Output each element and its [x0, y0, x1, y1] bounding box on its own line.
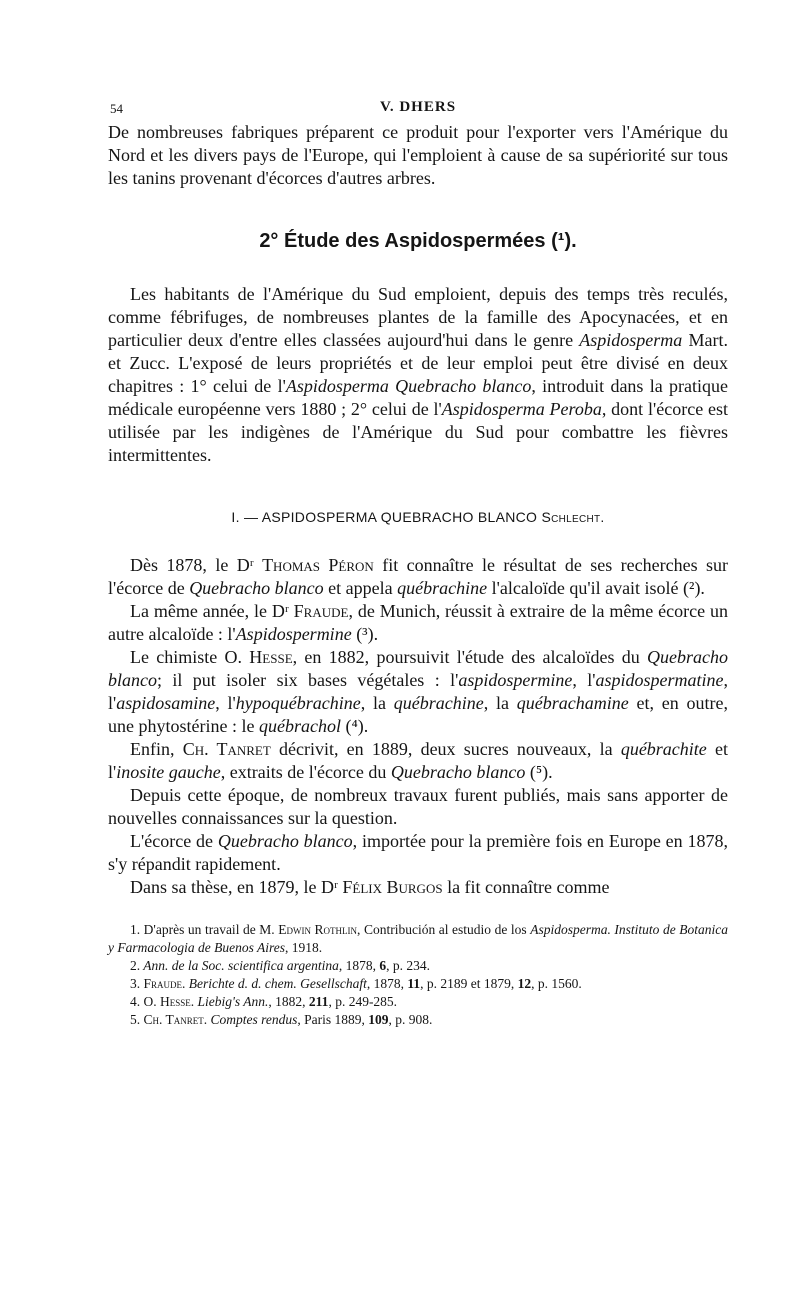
- author-name: Félix Burgos: [342, 877, 443, 897]
- author-name: Hesse: [249, 647, 293, 667]
- paragraph-2: [108, 554, 728, 600]
- footnote-number: 4.: [130, 994, 141, 1009]
- volume-number: 12: [517, 976, 532, 991]
- text-run: , p. 249-285.: [328, 994, 398, 1009]
- text-run: Dès 1878, le Dʳ: [130, 555, 263, 575]
- text-run: , extraits de l'écorce du: [220, 762, 391, 782]
- text-run: , de Munich, réussit à extraire de la même écorce un autre alcaloïde : l': [108, 601, 728, 644]
- italic-run: Aspidosperma Peroba: [441, 399, 602, 419]
- page-number: 54: [110, 101, 123, 116]
- text-run: (⁵).: [525, 762, 553, 782]
- paragraph-3: [108, 600, 728, 646]
- italic-run: Aspidosperma Quebracho blanco: [285, 376, 532, 396]
- text-run: , 1918.: [284, 940, 323, 955]
- italic-run: Quebracho blanco: [390, 762, 526, 782]
- volume-number: 109: [368, 1012, 389, 1027]
- text-run: D'après un travail de M.: [140, 922, 279, 937]
- italic-run: aspidospermine: [458, 670, 573, 690]
- volume-number: 6: [379, 958, 387, 973]
- text-run: Mart. et Zucc. L'exposé de leurs propriétés et de leur emploi peut être divisé en deux chapitres : 1° celui de l': [108, 330, 728, 396]
- author-name: Edwin Rothlin: [278, 922, 358, 937]
- italic-run: Ann. de la Soc. scientifica argentina: [140, 958, 339, 973]
- text-run: , 1882,: [268, 994, 309, 1009]
- author-name: Ch. Tanret.: [140, 1012, 208, 1027]
- text-run: fit connaître le résultat de ses recherches sur l'écorce de: [108, 555, 728, 598]
- paragraph-5: [108, 738, 728, 784]
- italic-run: québrachite: [620, 739, 707, 759]
- text-run: , la: [360, 693, 394, 713]
- italic-run: Quebracho blanco: [108, 647, 728, 690]
- footnote-2: [108, 957, 728, 975]
- section-title-note: (¹).: [551, 230, 577, 252]
- text-run: , l': [108, 670, 728, 713]
- text-run: , p. 908.: [388, 1012, 433, 1027]
- text-run: ; il put isoler six bases végétales : l': [157, 670, 459, 690]
- footnote-number: 3.: [130, 976, 141, 991]
- text-run: , l': [572, 670, 596, 690]
- subsection-author: Schlecht.: [541, 509, 605, 525]
- paragraph-6: Depuis cette époque, de nombreux travaux furent publiés, mais sans apporter de nouvelles connaissances sur la question.: [108, 785, 728, 828]
- paragraph-8: [108, 876, 728, 899]
- text-run: , 1878,: [338, 958, 380, 973]
- italic-run: aspidospermatine: [595, 670, 724, 690]
- author-name: Thomas Péron: [262, 555, 374, 575]
- author-name: Ch. Tanret: [182, 739, 271, 759]
- intro-paragraph: De nombreuses fabriques préparent ce produit pour l'exporter vers l'Amérique du Nord et les divers pays de l'Europe, qui l'emploient à cause de sa supériorité sur tous les tanins provenant d'écorces d'autres arbres.: [108, 122, 728, 188]
- italic-run: Aspidospermine: [235, 624, 352, 644]
- italic-run: Comptes rendus: [207, 1012, 298, 1027]
- text-run: , l': [215, 693, 236, 713]
- italic-run: aspidosamine: [116, 693, 216, 713]
- running-head: V. DHERS: [379, 99, 457, 115]
- author-name: Fraude.: [140, 976, 186, 991]
- paragraph-7: [108, 830, 728, 876]
- italic-run: Aspidosperma. Instituto de Botanica y Farmacologia de Buenos Aires: [108, 922, 729, 955]
- text-run: , p. 234.: [386, 958, 430, 973]
- footnote-number: 2.: [130, 958, 141, 973]
- section-title: 2° Étude des Aspidospermées: [259, 230, 546, 252]
- paragraph-1: [108, 283, 728, 467]
- subsection-heading: [108, 509, 728, 525]
- paragraph-4: [108, 646, 728, 738]
- text-run: (⁴).: [340, 716, 369, 736]
- text-run: , dont l'écorce est utilisée par les indigènes de l'Amérique du Sud pour combattre les fièvres intermittentes.: [108, 399, 728, 465]
- footnote-number: 5.: [130, 1012, 141, 1027]
- italic-run: québrachamine: [516, 693, 629, 713]
- text-run: Enfin,: [130, 739, 183, 759]
- text-run: , Contribución al estudio de los: [357, 922, 531, 937]
- footnote-3: [108, 975, 728, 993]
- text-run: et appela: [323, 578, 398, 598]
- footnote-4: [108, 993, 728, 1011]
- text-run: O.: [140, 994, 160, 1009]
- text-run: , Paris 1889,: [297, 1012, 369, 1027]
- subsection-title: I. — ASPIDOSPERMA QUEBRACHO BLANCO: [231, 509, 538, 525]
- volume-number: 211: [308, 994, 329, 1009]
- text-run: Les habitants de l'Amérique du Sud emploient, depuis des temps très reculés, comme fébrifuges, de nombreuses plantes de la famille des Apocynacées, et en particulier deux d'entre elles classées aujourd'hui dans le genre: [108, 284, 728, 350]
- section-heading: [108, 230, 728, 253]
- text-run: , en 1882, poursuivit l'étude des alcaloïdes du: [292, 647, 647, 667]
- text-run: , introduit dans la pratique médicale européenne vers 1880 ; 2° celui de l': [108, 376, 728, 419]
- text-run: , 1878,: [366, 976, 408, 991]
- text-run: l'alcaloïde qu'il avait isolé (²).: [487, 578, 705, 598]
- text-run: La même année, le Dʳ: [130, 601, 294, 621]
- italic-run: québrachine: [397, 578, 488, 598]
- text-run: (³).: [351, 624, 379, 644]
- volume-number: 11: [407, 976, 421, 991]
- text-run: , la: [483, 693, 517, 713]
- text-run: Dans sa thèse, en 1879, le Dʳ: [130, 877, 343, 897]
- author-name: Hesse.: [160, 994, 195, 1009]
- author-name: Fraude: [293, 601, 349, 621]
- italic-run: Quebracho blanco: [189, 578, 324, 598]
- text-run: L'écorce de: [130, 831, 218, 851]
- text-run: et l': [108, 739, 728, 782]
- footnote-number: 1.: [130, 922, 141, 937]
- italic-run: inosite gauche: [116, 762, 221, 782]
- text-run: la fit connaître comme: [442, 877, 610, 897]
- italic-run: québrachine: [393, 693, 484, 713]
- italic-run: Quebracho blanco: [217, 831, 353, 851]
- text-run: , p. 1560.: [531, 976, 582, 991]
- italic-run: Liebig's Ann.: [194, 994, 269, 1009]
- italic-run: Berichte d. d. chem. Gesellschaft: [185, 976, 367, 991]
- footnote-1: [108, 921, 728, 957]
- page-header: [108, 95, 728, 121]
- text-run: et, en outre, une phytostérine : le: [108, 693, 728, 736]
- text-run: , p. 2189 et 1879,: [420, 976, 518, 991]
- italic-run: hypoquébrachine: [235, 693, 361, 713]
- italic-run: Aspidosperma: [579, 330, 683, 350]
- italic-run: québrachol: [258, 716, 341, 736]
- text-run: décrivit, en 1889, deux sucres nouveaux, la: [270, 739, 621, 759]
- footnotes: [108, 921, 728, 1029]
- text-run: , importée pour la première fois en Europe en 1878, s'y répandit rapidement.: [108, 831, 728, 874]
- book-page: [108, 95, 728, 1029]
- footnote-5: [108, 1011, 728, 1029]
- text-run: Le chimiste O.: [130, 647, 250, 667]
